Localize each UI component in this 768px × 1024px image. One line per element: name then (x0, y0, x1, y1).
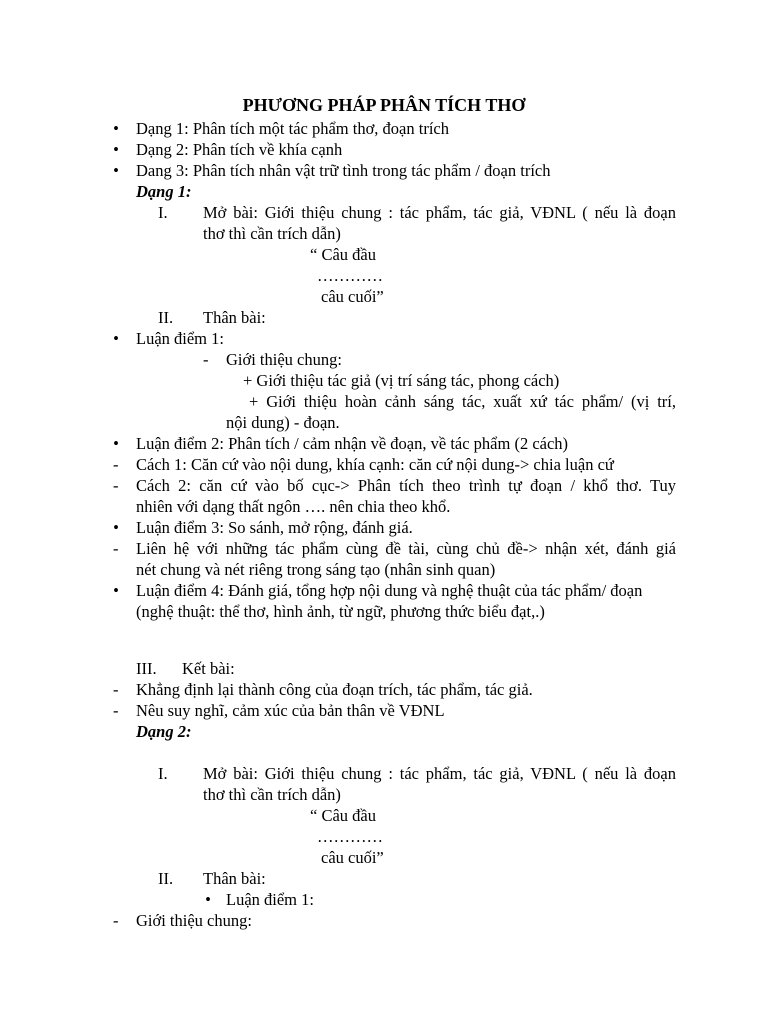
dash-icon: - (113, 476, 119, 495)
luan-diem-3: Luận điểm 3: So sánh, mở rộng, đánh giá. (136, 518, 413, 537)
page-title: PHƯƠNG PHÁP PHÂN TÍCH THƠ (242, 95, 526, 115)
intro-bullet-dang-1: Dạng 1: Phân tích một tác phẩm thơ, đoạn trích (136, 119, 449, 138)
dash-icon: - (113, 701, 119, 720)
lien-he-line-1: Liên hệ với những tác phẩm cùng đề tài, cùng chủ đề-> nhận xét, đánh giá (136, 539, 676, 558)
gioi-thieu-hoan-canh-line-1: + Giới thiệu hoàn cảnh sáng tác, xuất xứ tác phẩm/ (vị trí, (249, 392, 676, 411)
bullet-icon: • (113, 161, 119, 180)
dang-1-heading: Dạng 1: (136, 182, 192, 201)
section-number: II. (158, 308, 174, 327)
luan-diem-2: Luận điểm 2: Phân tích / cảm nhận về đoạn, về tác phẩm (2 cách) (136, 434, 569, 453)
section-number: II. (158, 869, 174, 888)
dang-2-quote-ellipsis: ………… (317, 827, 383, 846)
intro-bullet-dang-2: Dạng 2: Phân tích về khía cạnh (136, 140, 343, 159)
cach-2-line-1: Cách 2: căn cứ vào bố cục-> Phân tích theo trình tự đoạn / khổ thơ. Tuy (136, 476, 676, 495)
intro-bullet-dang-3: Dang 3: Phân tích nhân vật trữ tình trong tác phẩm / đoạn trích (136, 161, 551, 180)
dash-icon: - (113, 911, 119, 930)
dang-2-mo-bai-line-2: thơ thì cần trích dẫn) (203, 785, 341, 804)
luan-diem-4-line-1: Luận điểm 4: Đánh giá, tổng hợp nội dung và nghệ thuật của tác phẩm/ đoạn (136, 581, 643, 600)
section-number: I. (158, 203, 168, 222)
bullet-icon: • (113, 434, 119, 453)
cach-1: Cách 1: Căn cứ vào nội dung, khía cạnh: căn cứ nội dung-> chia luận cứ (136, 455, 614, 474)
dang-2-heading: Dạng 2: (136, 722, 192, 741)
ket-bai-label: Kết bài: (182, 659, 235, 678)
section-number: I. (158, 764, 168, 783)
quote-last-line: câu cuối” (321, 287, 384, 306)
bullet-icon: • (113, 581, 119, 600)
bullet-icon: • (205, 890, 211, 909)
mo-bai-line-1: Mở bài: Giới thiệu chung : tác phẩm, tác giả, VĐNL ( nếu là đoạn (203, 203, 676, 222)
gioi-thieu-chung: Giới thiệu chung: (226, 350, 342, 369)
luan-diem-4-line-2: (nghệ thuật: thể thơ, hình ảnh, từ ngữ, phương thức biểu đạt,.) (136, 602, 545, 621)
section-number: III. (136, 659, 157, 678)
bullet-icon: • (113, 329, 119, 348)
lien-he-line-2: nét chung và nét riêng trong sáng tạo (nhân sinh quan) (136, 560, 496, 579)
bullet-icon: • (113, 518, 119, 537)
quote-first-line: “ Câu đầu (310, 245, 376, 264)
dang-2-mo-bai-line-1: Mở bài: Giới thiệu chung : tác phẩm, tác giả, VĐNL ( nếu là đoạn (203, 764, 676, 783)
khang-dinh: Khẳng định lại thành công của đoạn trích, tác phẩm, tác giả. (136, 680, 533, 699)
cach-2-line-2: nhiên với dạng thất ngôn …. nên chia theo khổ. (136, 497, 451, 516)
dang-2-quote-last-line: câu cuối” (321, 848, 384, 867)
dash-icon: - (113, 680, 119, 699)
bullet-icon: • (113, 119, 119, 138)
dash-icon: - (203, 350, 209, 369)
gioi-thieu-hoan-canh-line-2: nội dung) - đoạn. (226, 413, 340, 432)
dang-2-gioi-thieu-chung: Giới thiệu chung: (136, 911, 252, 930)
dang-2-luan-diem-1: Luận điểm 1: (226, 890, 314, 909)
bullet-icon: • (113, 140, 119, 159)
dang-2-than-bai-label: Thân bài: (203, 869, 266, 888)
dash-icon: - (113, 455, 119, 474)
mo-bai-line-2: thơ thì cần trích dẫn) (203, 224, 341, 243)
dash-icon: - (113, 539, 119, 558)
suy-nghi: Nêu suy nghĩ, cảm xúc của bản thân về VĐNL (136, 701, 445, 720)
luan-diem-1: Luận điểm 1: (136, 329, 224, 348)
dang-2-quote-first-line: “ Câu đầu (310, 806, 376, 825)
quote-ellipsis: ………… (317, 266, 383, 285)
than-bai-label: Thân bài: (203, 308, 266, 327)
gioi-thieu-tac-gia: + Giới thiệu tác giả (vị trí sáng tác, phong cách) (243, 371, 560, 390)
